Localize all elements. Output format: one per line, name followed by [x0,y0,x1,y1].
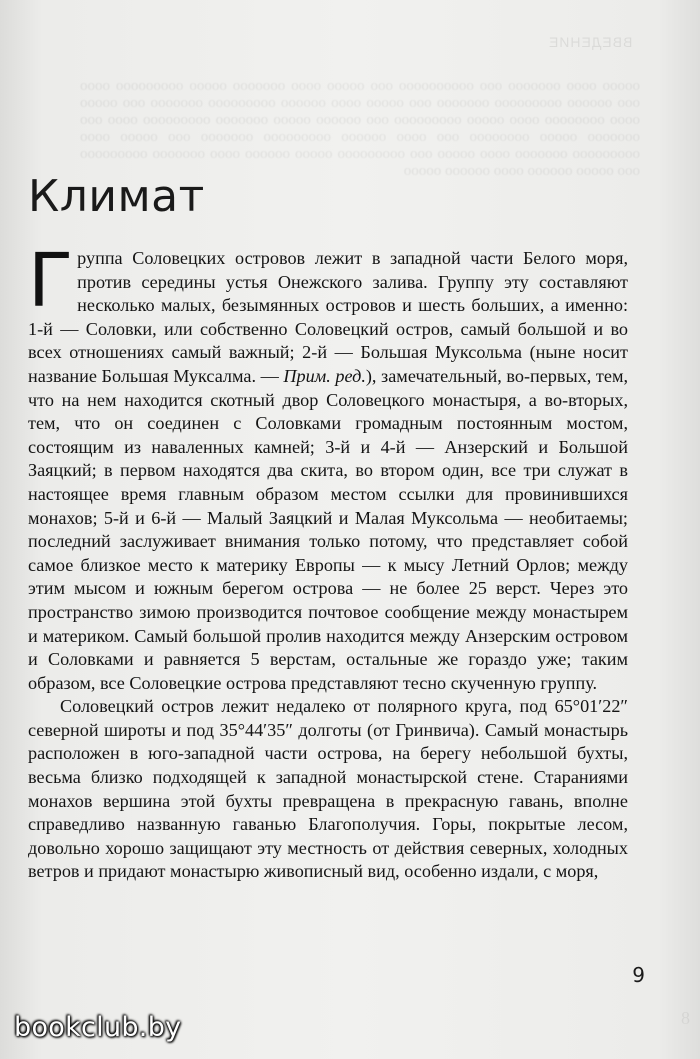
paragraph-1-end: ), замечательный, во-первых, тем, что на нем находится скотный двор Соловецкого монастыря, а во-вторых, тем, что он соединен с Соловками громадным постоянным мостом, состоящим из наваленных камней; 3-й и 4-й — Анзерский и Большой Заяцкий; в первом находятся два скита, во втором один, все три служат в настоящее время главным образом местом ссылки для провинившихся монахов; 5-й и 6-й — Малый Заяцкий и Малая Муксольма — необитаемы; последний заслуживает внимания только потому, что представляет собой самое близкое место к материку Европы — к мысу Летний Орлов; между этим мысом и южным берегом острова — не более 25 верст. Через это пространство зимою производится почтовое сообщение между монастырем и материком. Самый большой пролив находится между Анзерским островом и Соловками и равняется 5 верстам, остальные же гораздо уже; таким образом, все Соловецкие острова представляют тесно скученную группу. [28,365,628,693]
bleed-through-page-number: 8 [681,1008,690,1028]
bleed-through-running-head: ВВЕДЕНИЕ [547,34,632,50]
watermark: bookclub.by [14,1012,182,1043]
page-number: 9 [632,963,645,987]
bleed-through-text: ооооо оооо ооооооо ооо оооооооооо ооо ооооо оооо ооооооо ооооо ооооооооо оооо ооо оооооо ооооооооо ооооооо ооо ооооо оооо оооооо ооооооооо ооооооо ооо ооооо оооо оооооооо оооо ооооо ооооооооо ооо оооооо ооооо ооооооо ооооооооо оооо ооо ооооооо ооооо оооооооо ооо оооо оооооо ооооооооо ооооооо ооо ооооо оооо ооооооооо ооооооо оооо ооооо ооо ооооооооо ооооо оооооо оооо ооооооо ооооооооо ооо ооооо оооооо оооо оооооо ооооо [80,78,640,179]
paragraph-1 [28,238,628,695]
editor-note: Прим. ред. [283,365,366,386]
drop-cap: Г [28,238,74,324]
paragraph-2: Соловецкий остров лежит недалеко от полярного круга, под 65°01′22″ северной широты и под 35°44′35″ долготы (от Гринвича). Самый монастырь расположен в юго-западной части острова, на берегу небольшой бухты, весьма близко подходящей к западной монастырской стене. Стараниями монахов вершина этой бухты превращена в прекрасную гавань, вполне справедливо названную гаванью Благополучия. Горы, покрытые лесом, довольно хорошо защищают эту местность от действия северных, холодных ветров и придают монастырю живописный вид, особенно издали, с моря, [28,696,628,882]
body-text [28,238,628,884]
chapter-title: Климат [28,171,205,222]
paragraph-1-text: руппа Соловецких островов лежит в западной части Белого моря, против середины устья Онежского залива. Группу эту составляют несколько малых, безымянных островов и шесть больших, а именно: 1-й — Соловки, или собственно Соловецкий остров, самый большой и во всех отношениях самый важный; 2-й — Большая Муксольма (ныне носит название Большая Муксалма. — [28,248,628,386]
